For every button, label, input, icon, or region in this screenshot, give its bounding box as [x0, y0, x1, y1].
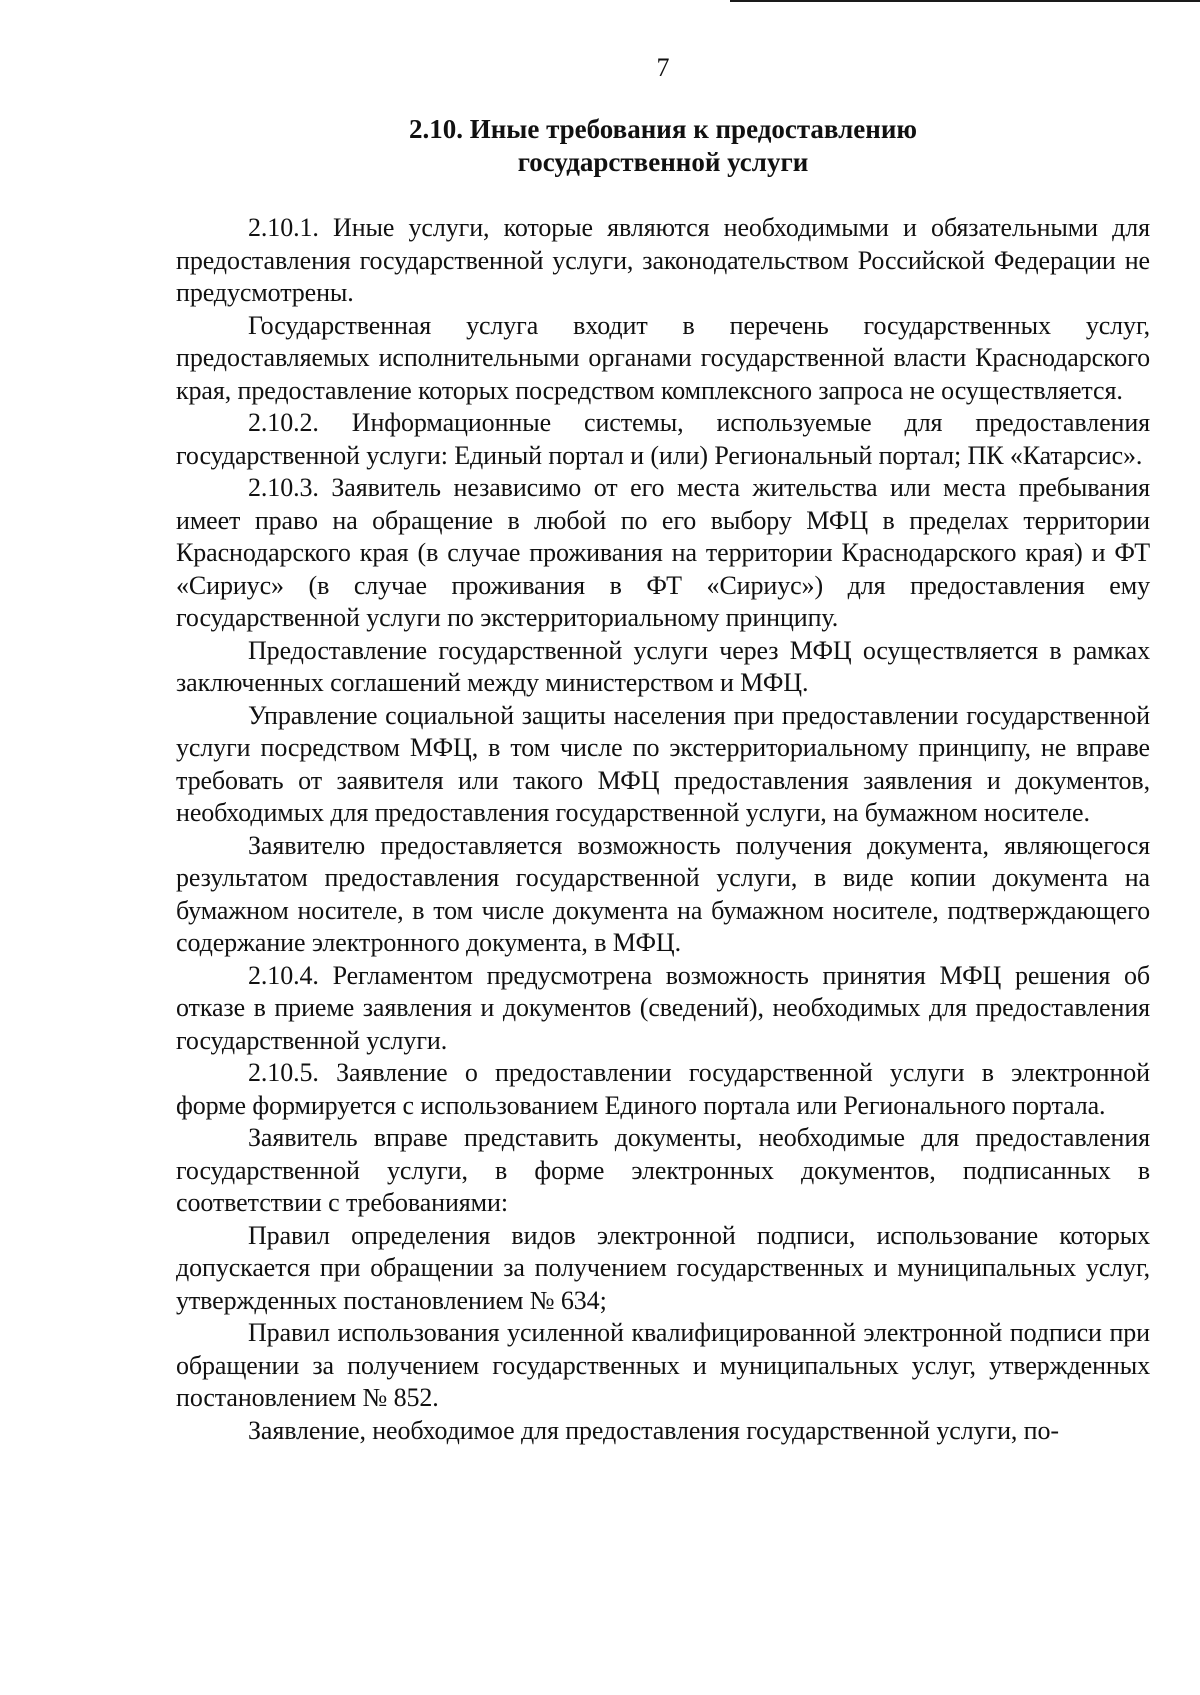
paragraph-2-10-5: 2.10.5. Заявление о предоставлении государственной услуги в электронной форме формируется с использованием Единого портала или Регионального портала.	[176, 1058, 1150, 1120]
paragraph-document-copy: Заявителю предоставляется возможность получения документа, являющегося результатом предоставления государственной услуги, в виде копии документа на бумажном носителе, в том числе документа на бумажном носителе, подтверждающего содержание электронного документа, в МФЦ.	[176, 830, 1150, 957]
section-heading-line-1: 2.10. Иные требования к предоставлению	[408, 114, 918, 144]
paragraph-mfc-agreements: Предоставление государственной услуги через МФЦ осуществляется в рамках заключенных соглашений между министерством и МФЦ.	[176, 635, 1150, 697]
paragraph-electronic-documents: Заявитель вправе представить документы, необходимые для предоставления государственной услуги, в форме электронных документов, подписанных в соответствии с требованиями:	[176, 1123, 1150, 1217]
paragraph-application-continued: Заявление, необходимое для предоставления государственной услуги, по-	[248, 1415, 1059, 1445]
paragraph-rules-634: Правил определения видов электронной подписи, использование которых допускается при обращении за получением государственных и муниципальных услуг, утвержденных постановлением № 634;	[176, 1220, 1150, 1315]
section-heading	[0, 113, 1200, 179]
paragraph-2-10-4: 2.10.4. Регламентом предусмотрена возможность принятия МФЦ решения об отказе в приеме заявления и документов (сведений), необходимых для предоставления государственной услуги.	[176, 960, 1150, 1055]
paragraph-complex-request: Государственная услуга входит в перечень государственных услуг, предоставляемых исполнительными органами государственной власти Краснодарского края, предоставление которых посредством комплексного запроса не осуществляется.	[176, 310, 1150, 405]
paragraph-2-10-1: 2.10.1. Иные услуги, которые являются необходимыми и обязательными для предоставления государственной услуги, законодательством Российской Федерации не предусмотрены.	[176, 213, 1150, 307]
paragraph-2-10-2: 2.10.2. Информационные системы, используемые для предоставления государственной услуги: Единый портал и (или) Региональный портал; ПК «Катарсис».	[176, 408, 1150, 470]
paragraph-rules-852: Правил использования усиленной квалифицированной электронной подписи при обращении за получением государственных и муниципальных услуг, утвержденных постановлением № 852.	[176, 1318, 1150, 1412]
paragraph-2-10-3: 2.10.3. Заявитель независимо от его места жительства или места пребывания имеет право на обращение в любой по его выбору МФЦ в пределах территории Краснодарского края (в случае проживания на территории Краснодарского края) и ФТ «Сириус» (в случае проживания в ФТ «Сириус») для предоставления ему государственной услуги по экстерриториальному принципу.	[176, 473, 1150, 632]
paragraph-social-protection: Управление социальной защиты населения при предоставлении государственной услуги посредством МФЦ, в том числе по экстерриториальному принципу, не вправе требовать от заявителя или такого МФЦ предоставления заявления и документов, необходимых для предоставления государственной услуги, на бумажном носителе.	[176, 700, 1150, 827]
page-number: 7	[656, 53, 670, 82]
body-text	[176, 212, 1150, 1447]
section-heading-line-2: государственной услуги	[517, 147, 809, 177]
